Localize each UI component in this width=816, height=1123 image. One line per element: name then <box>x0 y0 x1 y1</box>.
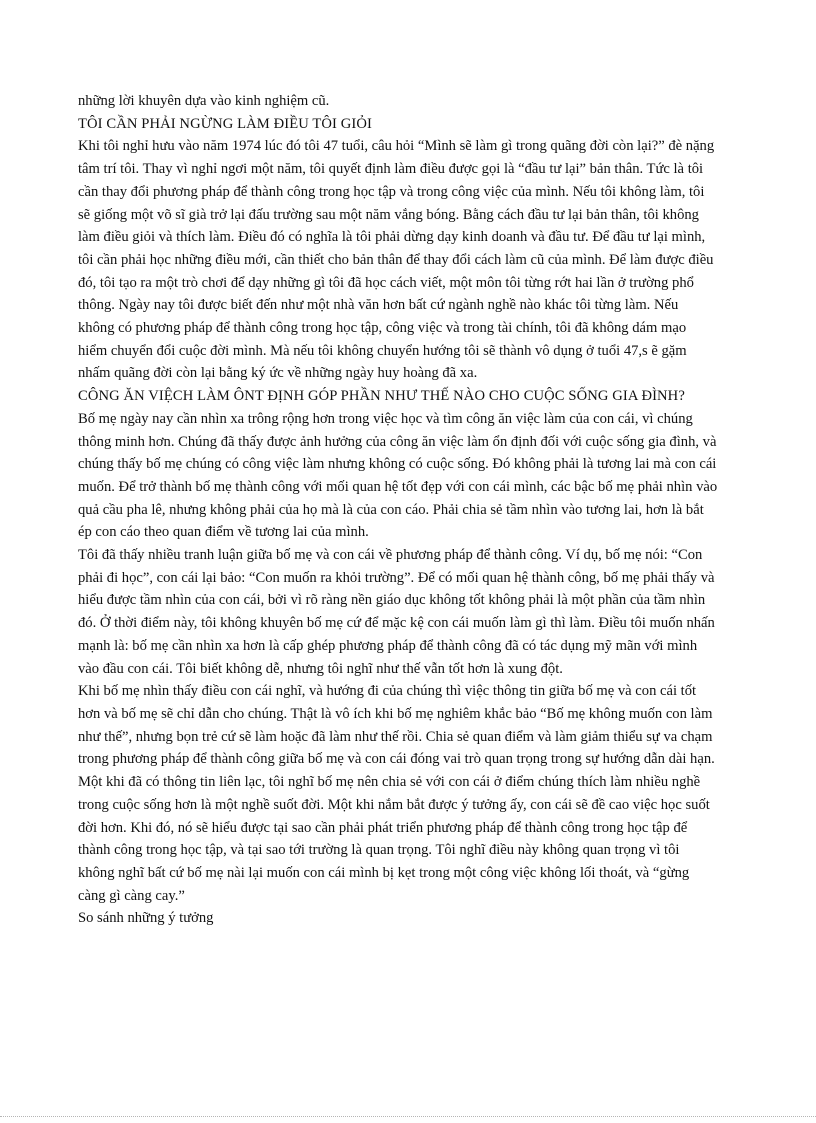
text-line: trong cuộc sống hơn là một nghề suốt đời. Một khi nắm bắt được ý tưởng ấy, con cái sẽ đề cao việc học suốt <box>78 796 710 813</box>
text-line: chúng thấy bố mẹ chúng có công việc làm nhưng không có cuộc sống. Đó không phải là tương lai mà con cái <box>78 456 717 473</box>
page-bottom-border <box>0 1116 816 1117</box>
text-line: tâm trí tôi. Thay vì nghỉ ngơi một năm, tôi quyết định làm điều được gọi là “đầu tư lại” bản thân. Tức là tôi <box>78 161 704 178</box>
text-line: như thế”, nhưng bọn trẻ cứ sẽ làm hoặc đã làm như thế rồi. Chia sẻ quan điểm và làm giảm thiểu sự va chạm <box>78 728 713 745</box>
text-line: vào đầu con cái. Tôi biết không dễ, nhưng tôi nghĩ như thế vẫn tốt hơn là xung đột. <box>78 660 563 677</box>
text-line: muốn. Để trở thành bố mẹ thành công với mối quan hệ tốt đẹp với con cái mình, các bậc bố mẹ phải nhìn vào <box>78 478 718 495</box>
text-line: đó. Ở thời điểm này, tôi không khuyên bố mẹ cứ để mặc kệ con cái muốn làm gì thì làm. Điều tôi muốn nhấn <box>78 615 715 632</box>
text-line: mạnh là: bố mẹ cần nhìn xa hơn là cấp ghép phương pháp để thành công đã có tác dụng mỹ mãn với mình <box>78 637 698 654</box>
text-line: không nghĩ bất cứ bố mẹ nài lại muốn con cái mình bị kẹt trong một công việc không lối thoát, và “gừng <box>78 864 690 881</box>
text-line: không có phương pháp để thành công trong học tập, công việc và trong tài chính, tôi đã không dám mạo <box>78 320 687 337</box>
text-line: hơn và bố mẹ sẽ chỉ dẫn cho chúng. Thật là vô ích khi bố mẹ nghiêm khắc bảo “Bố mẹ không muốn con làm <box>78 705 713 722</box>
text-line: ép con cáo theo quan điểm về tương lai của mình. <box>78 524 369 541</box>
text-line: tôi cần phải học những điều mới, cần thiết cho bản thân để thay đổi cách làm cũ của mình. Để làm được điều <box>78 251 714 268</box>
section-heading: CÔNG ĂN VIỆCH LÀM ÔNT ĐỊNH GÓP PHẦN NHƯ THẾ NÀO CHO CUỘC SỐNG GIA ĐÌNH? <box>78 388 685 405</box>
text-line: So sánh những ý tưởng <box>78 910 214 927</box>
text-line: đó, tôi tạo ra một trò chơi để dạy những gì tôi đã học cách viết, một môn tôi từng rớt hai lần ở trường phổ <box>78 274 694 291</box>
text-line: thành công trong học tập, và tại sao tới trường là quan trọng. Tôi nghĩ điều này không quan trọng vì tôi <box>78 842 680 859</box>
text-line: làm điều giỏi và thích làm. Điều đó có nghĩa là tôi phải dừng dạy kinh doanh và đầu tư. Để đầu tư lại mình, <box>78 229 706 246</box>
text-line: hiểu được tầm nhìn của con cái, bởi vì rõ ràng nền giáo dục không tốt không phải là một phần của tầm nhìn <box>78 592 706 609</box>
text-line: nhấm quãng đời còn lại bằng ký ức về những ngày huy hoàng đã xa. <box>78 365 478 382</box>
text-line: thông. Ngày nay tôi được biết đến như một nhà văn hơn bất cứ ngành nghề nào khác tôi từng làm. Nếu <box>78 297 679 314</box>
text-line: trong phương pháp để thành công giữa bố mẹ và con cái đóng vai trò quan trọng trong sự hướng dẫn dài hạn. <box>78 751 715 768</box>
text-line: sẽ giống một võ sĩ già trở lại đấu trường sau một năm vắng bóng. Bằng cách đầu tư lại bản thân, tôi không <box>78 206 699 223</box>
text-line: cần thay đổi phương pháp để thành công trong học tập và trong công việc của mình. Nếu tôi không làm, tôi <box>78 183 705 200</box>
text-line: những lời khuyên dựa vào kinh nghiệm cũ. <box>78 93 330 109</box>
text-line: thông minh hơn. Chúng đã thấy được ảnh hưởng của công ăn việc làm ổn định đối với cuộc sống gia đình, và <box>78 433 717 450</box>
text-line: phải đi học”, con cái lại bảo: “Con muốn ra khỏi trường”. Để có mối quan hệ thành công, bố mẹ phải thấy và <box>78 569 715 586</box>
text-line: quả cầu pha lê, nhưng không phải của họ mà là của con cáo. Phải chia sẻ tầm nhìn vào tương lai, hơn là bắt <box>78 501 704 518</box>
text-line: hiểm chuyển đổi cuộc đời mình. Mà nếu tôi không chuyển hướng tôi sẽ thành vô dụng ở tuổi 47,s ẽ gặm <box>78 342 687 359</box>
section-heading: TÔI CẦN PHẢI NGỪNG LÀM ĐIỀU TÔI GIỎI <box>78 115 372 132</box>
text-line: càng gì càng cay.” <box>78 887 185 904</box>
text-line: Bố mẹ ngày nay cần nhìn xa trông rộng hơn trong việc học và tìm công ăn việc làm của con cái, vì chúng <box>78 410 693 427</box>
text-line: Một khi đã có thông tin liên lạc, tôi nghĩ bố mẹ nên chia sẻ với con cái ở điểm chúng thích làm nhiều nghề <box>78 774 701 791</box>
text-line: Khi tôi nghỉ hưu vào năm 1974 lúc đó tôi 47 tuổi, câu hỏi “Mình sẽ làm gì trong quãng đời còn lại?” đè nặng <box>78 138 715 155</box>
text-line: đời hơn. Khi đó, nó sẽ hiểu được tại sao cần phải phát triển phương pháp để thành công trong học tập để <box>78 819 688 836</box>
text-line: Khi bố mẹ nhìn thấy điều con cái nghĩ, và hướng đi của chúng thì việc thông tin giữa bố mẹ và con cái tốt <box>78 683 697 700</box>
text-line: Tôi đã thấy nhiều tranh luận giữa bố mẹ và con cái về phương pháp để thành công. Ví dụ, bố mẹ nói: “Con <box>78 547 703 564</box>
